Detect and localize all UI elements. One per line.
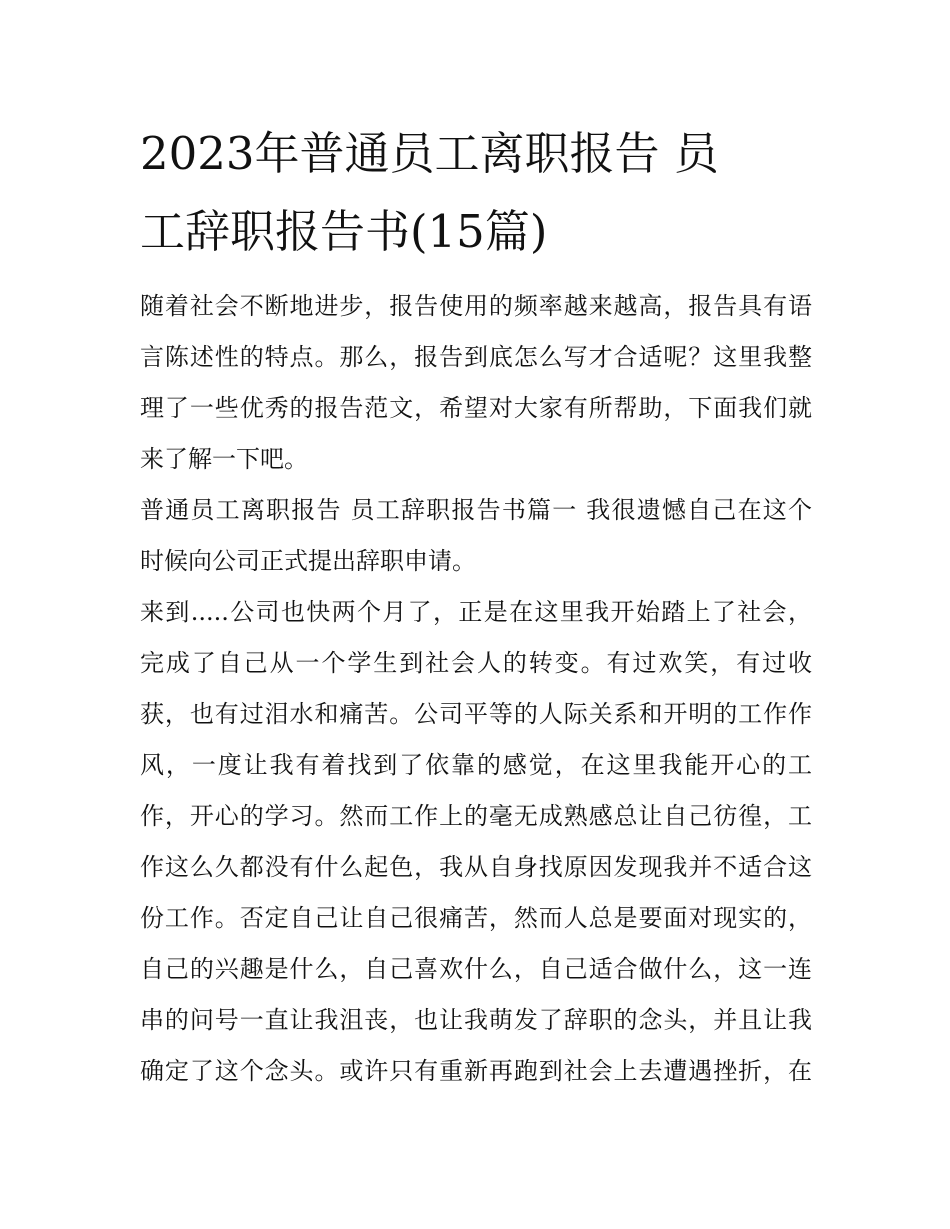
text-line: 作，开心的学习。然而工作上的毫无成熟感总让自己彷徨，工 (140, 802, 812, 830)
document-title (140, 115, 812, 271)
text-line: 串的问号一直让我沮丧，也让我萌发了辞职的念头，并且让我 (140, 1006, 812, 1034)
text-line: 作这么久都没有什么起色，我从自身找原因发现我并不适合这 (140, 853, 812, 881)
text-line: 来了解一下吧。 (140, 445, 308, 473)
text-line: 风，一度让我有着找到了依靠的感觉，在这里我能开心的工 (140, 751, 812, 779)
text-line: 获，也有过泪水和痛苦。公司平等的人际关系和开明的工作作 (140, 700, 812, 728)
text-line: 普通员工离职报告 员工辞职报告书篇一 我很遗憾自己在这个 (140, 496, 812, 524)
paragraph-section-one (140, 485, 812, 587)
paragraph-body (140, 587, 812, 1097)
text-line: 时候向公司正式提出辞职申请。 (140, 547, 476, 575)
text-line: 自己的兴趣是什么，自己喜欢什么，自己适合做什么，这一连 (140, 955, 812, 983)
text-line: 理了一些优秀的报告范文，希望对大家有所帮助，下面我们就 (140, 394, 812, 422)
text-line: 来到.....公司也快两个月了，正是在这里我开始踏上了社会， (140, 598, 812, 626)
title-line-2: 工辞职报告书(15篇) (140, 205, 548, 258)
title-line-1: 2023年普通员工离职报告 员 (140, 127, 719, 180)
text-line: 言陈述性的特点。那么，报告到底怎么写才合适呢？这里我整 (140, 343, 812, 371)
text-line: 确定了这个念头。或许只有重新再跑到社会上去遭遇挫折，在 (140, 1057, 812, 1085)
paragraph-intro (140, 281, 812, 485)
text-line: 份工作。否定自己让自己很痛苦，然而人总是要面对现实的， (140, 904, 812, 932)
document-body (140, 281, 812, 1097)
text-line: 完成了自己从一个学生到社会人的转变。有过欢笑，有过收 (140, 649, 812, 677)
document-page (140, 115, 812, 1097)
text-line: 随着社会不断地进步，报告使用的频率越来越高，报告具有语 (140, 292, 812, 320)
